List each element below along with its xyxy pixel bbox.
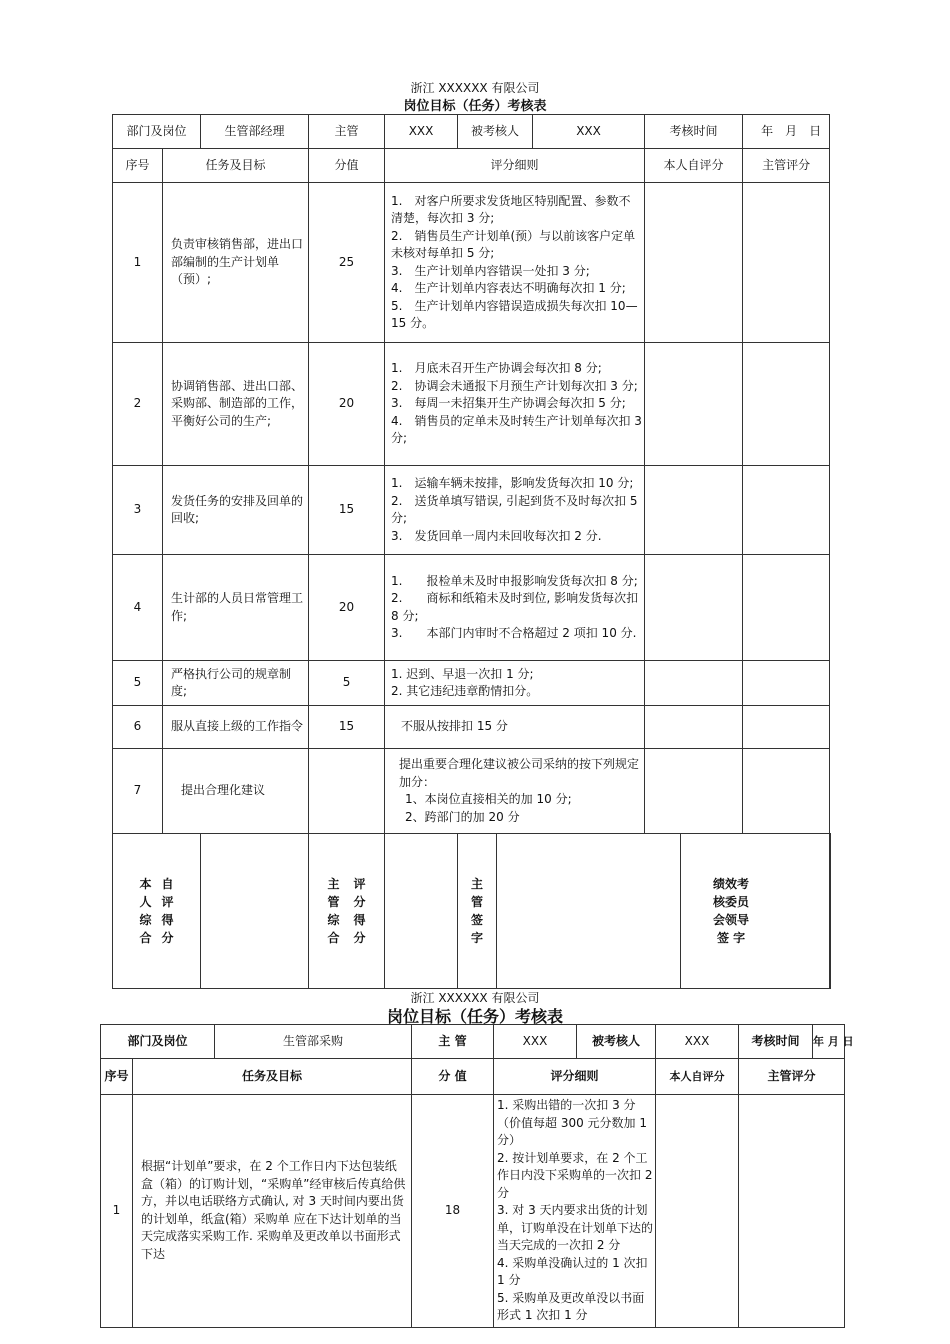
committee-sign-label: 绩效考 核委员 会领导 签 字 xyxy=(681,834,830,989)
time-value[interactable]: 年 月 日 xyxy=(743,115,830,149)
detail-item: 3. 生产计划单内容错误一处扣 3 分; xyxy=(391,263,590,278)
self-score-cell[interactable] xyxy=(645,661,743,706)
table-row xyxy=(113,466,831,555)
detail-item: 4. 销售员的定单未及时转生产计划单每次扣 3 分; xyxy=(391,413,642,446)
col-task: 任务及目标 xyxy=(163,149,309,183)
detail-item: 1. 迟到、早退一次扣 1 分; xyxy=(391,666,534,681)
table-row xyxy=(113,343,831,466)
row-no: 7 xyxy=(113,749,163,834)
supervisor-label: 主管 xyxy=(309,115,385,149)
detail-item: 提出重要合理化建议被公司采纳的按下列规定加分： xyxy=(399,757,640,789)
detail-item: 不服从按排扣 15 分 xyxy=(401,719,508,734)
assessee-value[interactable]: XXX xyxy=(533,115,645,149)
row-details xyxy=(385,466,645,555)
col-detail: 评分细则 xyxy=(385,149,645,183)
row-score: 15 xyxy=(309,466,385,555)
col-self-score: 本人自评分 xyxy=(656,1059,739,1095)
assessee-value[interactable]: XXX xyxy=(656,1025,739,1059)
detail-item: 4. 生产计划单内容表达不明确每次扣 1 分; xyxy=(391,281,626,295)
col-no: 序号 xyxy=(101,1059,133,1095)
detail-item: 1. 月底未召开生产协调会每次扣 8 分; xyxy=(391,361,602,376)
self-score-cell[interactable] xyxy=(656,1095,739,1328)
detail-item: 3. 发货回单一周内未回收每次扣 2 分. xyxy=(391,528,602,543)
col-no: 序号 xyxy=(113,149,163,183)
detail-item: 5. 采购单及更改单没以书面形式 1 次扣 1 分 xyxy=(497,1290,645,1322)
row-task: 根据“计划单”要求，在 2 个工作日内下达包装纸盒（箱）的订购计划，“采购单”经审核后传真给供方，并以电话联络方式确认, 对 3 天时间内要出货的计划单，纸盒(箱）采购单 应在下达计划单的当天完成落实采购工作. 采购单及更改单以书面形式下达 xyxy=(133,1095,412,1328)
self-total-field[interactable] xyxy=(201,834,309,989)
detail-item: 2. 按计划单要求，在 2 个工作日内没下采购单的一次扣 2 分 xyxy=(497,1150,653,1200)
row-task: 提出合理化建议 xyxy=(163,749,309,834)
detail-item: 2. 协调会未通报下月预生产计划每次扣 3 分; xyxy=(391,378,638,393)
supervisor-total-label: 主 评 管 分 综 得 合 分 xyxy=(309,834,385,989)
row-details xyxy=(385,706,645,749)
row-no: 2 xyxy=(113,343,163,466)
header-row xyxy=(101,1025,845,1059)
supervisor-value[interactable]: XXX xyxy=(494,1025,577,1059)
form-title: 岗位目标（任务）考核表 xyxy=(403,99,547,114)
row-task: 严格执行公司的规章制度; xyxy=(163,661,309,706)
detail-item: 2、跨部门的加 20 分 xyxy=(405,809,520,824)
row-no: 1 xyxy=(101,1095,133,1328)
row-task: 服从直接上级的工作指令 xyxy=(163,706,309,749)
detail-item: 1. 采购出错的一次扣 3 分（价值每超 300 元分数加 1 分） xyxy=(497,1098,647,1147)
company-name-2: 浙江 XXXXXX 有限公司 xyxy=(410,991,540,1005)
dept-label: 部门及岗位 xyxy=(113,115,201,149)
row-task: 发货任务的安排及回单的回收; xyxy=(163,466,309,555)
header-row xyxy=(113,115,831,149)
supervisor-score-cell[interactable] xyxy=(743,706,830,749)
row-score: 25 xyxy=(309,183,385,343)
assessee-label: 被考核人 xyxy=(458,115,533,149)
row-no: 6 xyxy=(113,706,163,749)
col-task: 任务及目标 xyxy=(133,1059,412,1095)
row-details xyxy=(385,555,645,661)
row-no: 5 xyxy=(113,661,163,706)
row-score: 5 xyxy=(309,661,385,706)
col-supervisor-score: 主管评分 xyxy=(739,1059,845,1095)
detail-item: 2. 送货单填写错误, 引起到货不及时每次扣 5 分; xyxy=(391,493,638,525)
col-detail: 评分细则 xyxy=(494,1059,656,1095)
self-total-label: 本 自 人 评 综 得 合 分 xyxy=(113,834,201,989)
detail-item: 2. 商标和纸箱未及时到位, 影响发货每次扣 8 分; xyxy=(391,591,639,623)
time-label: 考核时间 xyxy=(739,1025,813,1059)
row-score: 20 xyxy=(309,555,385,661)
detail-item: 2. 销售员生产计划单(预）与以前该客户定单未核对每单扣 5 分; xyxy=(391,228,636,260)
signature-row xyxy=(113,834,831,989)
table-row xyxy=(113,183,831,343)
assessee-label: 被考核人 xyxy=(577,1025,656,1059)
column-header-row xyxy=(101,1059,845,1095)
assessment-table-2 xyxy=(100,1024,854,1328)
detail-item: 5. 生产计划单内容错误造成损失每次扣 10—15 分。 xyxy=(391,298,638,330)
row-no: 4 xyxy=(113,555,163,661)
table-row xyxy=(113,555,831,661)
column-header-row xyxy=(113,149,831,183)
supervisor-value[interactable]: XXX xyxy=(385,115,458,149)
row-score: 15 xyxy=(309,706,385,749)
col-supervisor-score: 主管评分 xyxy=(743,149,830,183)
detail-item: 3. 本部门内审时不合格超过 2 项扣 10 分. xyxy=(391,626,637,640)
self-score-cell[interactable] xyxy=(645,343,743,466)
table-row xyxy=(113,706,831,749)
dept-value[interactable]: 生管部采购 xyxy=(215,1025,412,1059)
row-details xyxy=(385,183,645,343)
supervisor-score-cell[interactable] xyxy=(743,555,830,661)
supervisor-score-cell[interactable] xyxy=(739,1095,845,1328)
row-details xyxy=(385,749,645,834)
detail-item: 4. 采购单没确认过的 1 次扣 1 分 xyxy=(497,1255,648,1287)
supervisor-sign-field[interactable] xyxy=(497,834,681,989)
self-score-cell[interactable] xyxy=(645,749,743,834)
dept-label: 部门及岗位 xyxy=(101,1025,215,1059)
assessment-table-1 xyxy=(112,114,831,989)
row-details xyxy=(494,1095,656,1328)
time-value[interactable]: 年 月 日 xyxy=(813,1025,845,1059)
row-score: 18 xyxy=(412,1095,494,1328)
form-title-2: 岗位目标（任务）考核表 xyxy=(386,1007,563,1026)
row-task: 负责审核销售部，进出口部编制的生产计划单（预）; xyxy=(163,183,309,343)
detail-item: 1. 报检单未及时申报影响发货每次扣 8 分; xyxy=(391,573,638,588)
supervisor-score-cell[interactable] xyxy=(743,343,830,466)
row-details xyxy=(385,343,645,466)
self-score-cell[interactable] xyxy=(645,466,743,555)
table-row xyxy=(101,1095,845,1328)
table-row xyxy=(113,661,831,706)
detail-item: 1、本岗位直接相关的加 10 分; xyxy=(405,792,572,806)
supervisor-score-cell[interactable] xyxy=(743,661,830,706)
company-name: 浙江 XXXXXX 有限公司 xyxy=(410,81,540,95)
supervisor-label: 主 管 xyxy=(412,1025,494,1059)
row-task: 生计部的人员日常管理工作; xyxy=(163,555,309,661)
detail-item: 3. 每周一未招集开生产协调会每次扣 5 分; xyxy=(391,396,626,411)
row-no: 1 xyxy=(113,183,163,343)
col-self-score: 本人自评分 xyxy=(645,149,743,183)
dept-value[interactable]: 生管部经理 xyxy=(201,115,309,149)
detail-item: 3. 对 3 天内要求出货的计划单，订购单没在计划单下达的当天完成的一次扣 2 分 xyxy=(497,1203,654,1252)
col-score: 分值 xyxy=(309,149,385,183)
supervisor-score-cell[interactable] xyxy=(743,466,830,555)
detail-item: 1. 对客户所要求发货地区特别配置、参数不清楚，每次扣 3 分; xyxy=(391,193,631,225)
self-score-cell[interactable] xyxy=(645,555,743,661)
supervisor-score-cell[interactable] xyxy=(743,749,830,834)
committee-sign-field[interactable] xyxy=(830,834,831,989)
row-task: 协调销售部、进出口部、采购部、制造部的工作，平衡好公司的生产; xyxy=(163,343,309,466)
row-no: 3 xyxy=(113,466,163,555)
row-score xyxy=(309,749,385,834)
self-score-cell[interactable] xyxy=(645,183,743,343)
detail-item: 2. 其它违纪违章酌情扣分。 xyxy=(391,684,539,698)
supervisor-score-cell[interactable] xyxy=(743,183,830,343)
col-score: 分 值 xyxy=(412,1059,494,1095)
row-details xyxy=(385,661,645,706)
detail-item: 1. 运输车辆未按排，影响发货每次扣 10 分; xyxy=(391,476,634,490)
supervisor-total-field[interactable] xyxy=(385,834,458,989)
row-score: 20 xyxy=(309,343,385,466)
supervisor-sign-label: 主 管 签 字 xyxy=(458,834,497,989)
time-label: 考核时间 xyxy=(645,115,743,149)
self-score-cell[interactable] xyxy=(645,706,743,749)
table-row xyxy=(113,749,831,834)
